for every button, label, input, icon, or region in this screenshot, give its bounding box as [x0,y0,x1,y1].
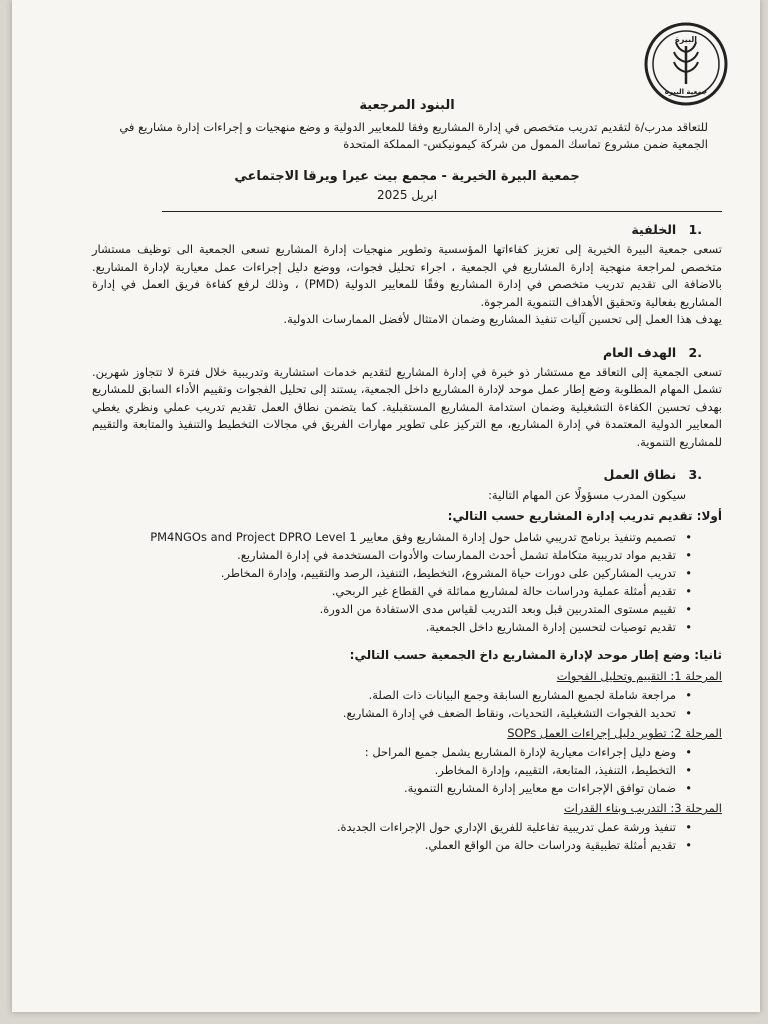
phase-2-title: المرحلة 2: تطوير دليل إجراءات العمل SOPs [507,726,722,740]
background-paragraph: تسعى جمعية البيرة الخيرية إلى تعزيز كفاءاتها المؤسسية وتطوير منهجيات إدارة المشاريع تسعى الجمعية الى توظيف مستشار متخصص لمراجعة منهجية إدارة المشاريع في الجمعية ، اجراء تحليل فجوات، ووضع دليل إجراءات عمل معيارية لإدارة المشاريع. بالاضافة الى تقديم تدريب متخصص في إدارة المشاريع وفقًا للمعايير الدولية (PMD) ، وذلك لرفع كفاءة فريق العمل في إدارة المشاريع بفعالية وتحقيق الأهداف التنموية المرجوة. [92,242,723,309]
list-item: • تقييم مستوى المتدربين قبل وبعد التدريب لقياس مدى الاستفادة من الدورة. [319,602,692,616]
list-item: • مراجعة شاملة لجميع المشاريع السابقة وجمع البيانات ذات الصلة. [368,688,692,702]
document-date: ابريل 2025 [376,188,438,202]
section-title: الخلفية [631,222,677,237]
list-item: • تدريب المشاركين على دورات حياة المشروع، التخطيط، التنفيذ، الرصد والتقييم، وإدارة المخاطر. [220,566,692,580]
phase-1-title: المرحلة 1: التقييم وتحليل الفجوات [556,669,722,683]
section-title: الهدف العام [602,344,677,360]
section-number: .1 [688,222,702,237]
section-number: .3 [688,467,702,482]
section-number: .2 [688,344,702,360]
scope-part1-heading: أولا: تقديم تدريب إدارة المشاريع حسب التالي: [447,509,722,523]
section-objective-heading [92,343,722,362]
background-paragraph: يهدف هذا العمل إلى تحسين آليات تنفيذ المشاريع وضمان الامتثال لأفضل الممارسات الدولية. [283,312,722,326]
list-item: • تنفيذ ورشة عمل تدريبية تفاعلية للفريق الإداري حول الإجراءات الجديدة. [336,820,692,834]
phase-3-list [92,818,722,854]
list-item: • وضع دليل إجراءات معيارية لإدارة المشاريع يشمل جميع المراحل : [364,745,692,759]
list-item: • تقديم أمثلة عملية ودراسات حالة لمشاريع مماثلة في القطاع غير الربحي. [331,584,692,598]
list-item: • تقديم مواد تدريبية متكاملة تشمل أحدث الممارسات والأدوات المستخدمة في إدارة المشاريع. [237,548,692,562]
training-list [92,528,722,636]
list-item: • تقديم أمثلة تطبيقية ودراسات حالة من الواقع العملي. [424,838,692,852]
organization-name: جمعية البيرة الخيرية - مجمع بيت عيرا ويرقا الاجتماعي [234,169,580,184]
document-content [92,96,722,854]
list-item: • ضمان توافق الإجراءات مع معايير إدارة المشاريع التنموية. [403,781,692,795]
scope-part2-heading: ثانيا: وضع إطار موحد لإدارة المشاريع داخ الجمعية حسب التالي: [349,648,722,662]
document-title: البنود المرجعية [359,98,455,113]
document-intro: للتعاقد مدرب/ة لتقديم تدريب متخصص في إدارة المشاريع وفقا للمعايير الدولية و وضع منهجيات و إجراءات إدارة مشاريع في الجمعية ضمن مشروع تماسك الممول من شركة كيمونيكس- المملكة المتحدة [119,120,708,151]
logo-text-bottom: جمعية البيرة [664,88,708,96]
divider [162,211,722,212]
document-page [12,0,760,1012]
standard-name: PM4NGOs and Project DPRO Level 1 [150,530,357,544]
phase-2-list [92,743,722,797]
objective-paragraph: تسعى الجمعية إلى التعاقد مع مستشار ذو خبرة في إدارة المشاريع لتقديم خدمات استشارية وتدريبية خلال فترة لا تتجاوز شهرين. تشمل المهام المطلوبة وضع إطار عمل موحد لإدارة المشاريع داخل الجمعية، يستند إلى تحليل الفجوات وتقييم الأداء السابق للمشاريع بهدف تحسين الكفاءة التشغيلية وضمان استدامة المشاريع المستقبلية. كما يتضمن نطاق العمل تقديم تدريب عملي ونظري يغطي المعايير الدولية المعتمدة في إدارة المشاريع، مع التركيز على تطوير مهارات الفريق في مجالات التخطيط والتنفيذ والمتابعة والتقييم للمشاريع التنموية. [92,364,722,449]
section-scope-heading [92,465,722,484]
scope-lead: سيكون المدرب مسؤولًا عن المهام التالية: [488,488,686,502]
phase-3-title: المرحلة 3: التدريب وبناء القدرات [563,801,722,815]
organization-logo [644,22,728,106]
section-background-heading [92,220,722,239]
logo-text-top: البيرة [675,35,697,44]
list-item: • التخطيط، التنفيذ، المتابعة، التقييم، وإدارة المخاطر. [434,763,692,777]
section-title: نطاق العمل [603,467,677,482]
list-item: • تقديم توصيات لتحسين إدارة المشاريع داخل الجمعية. [425,620,692,634]
list-item: • تحديد الفجوات التشغيلية، التحديات، ونقاط الضعف في إدارة المشاريع. [342,706,692,720]
list-item: • تصميم وتنفيذ برنامج تدريبي شامل حول إدارة المشاريع وفق معايير PM4NGOs and Project DPRO Level 1 [150,530,692,544]
phase-1-list [92,686,722,722]
